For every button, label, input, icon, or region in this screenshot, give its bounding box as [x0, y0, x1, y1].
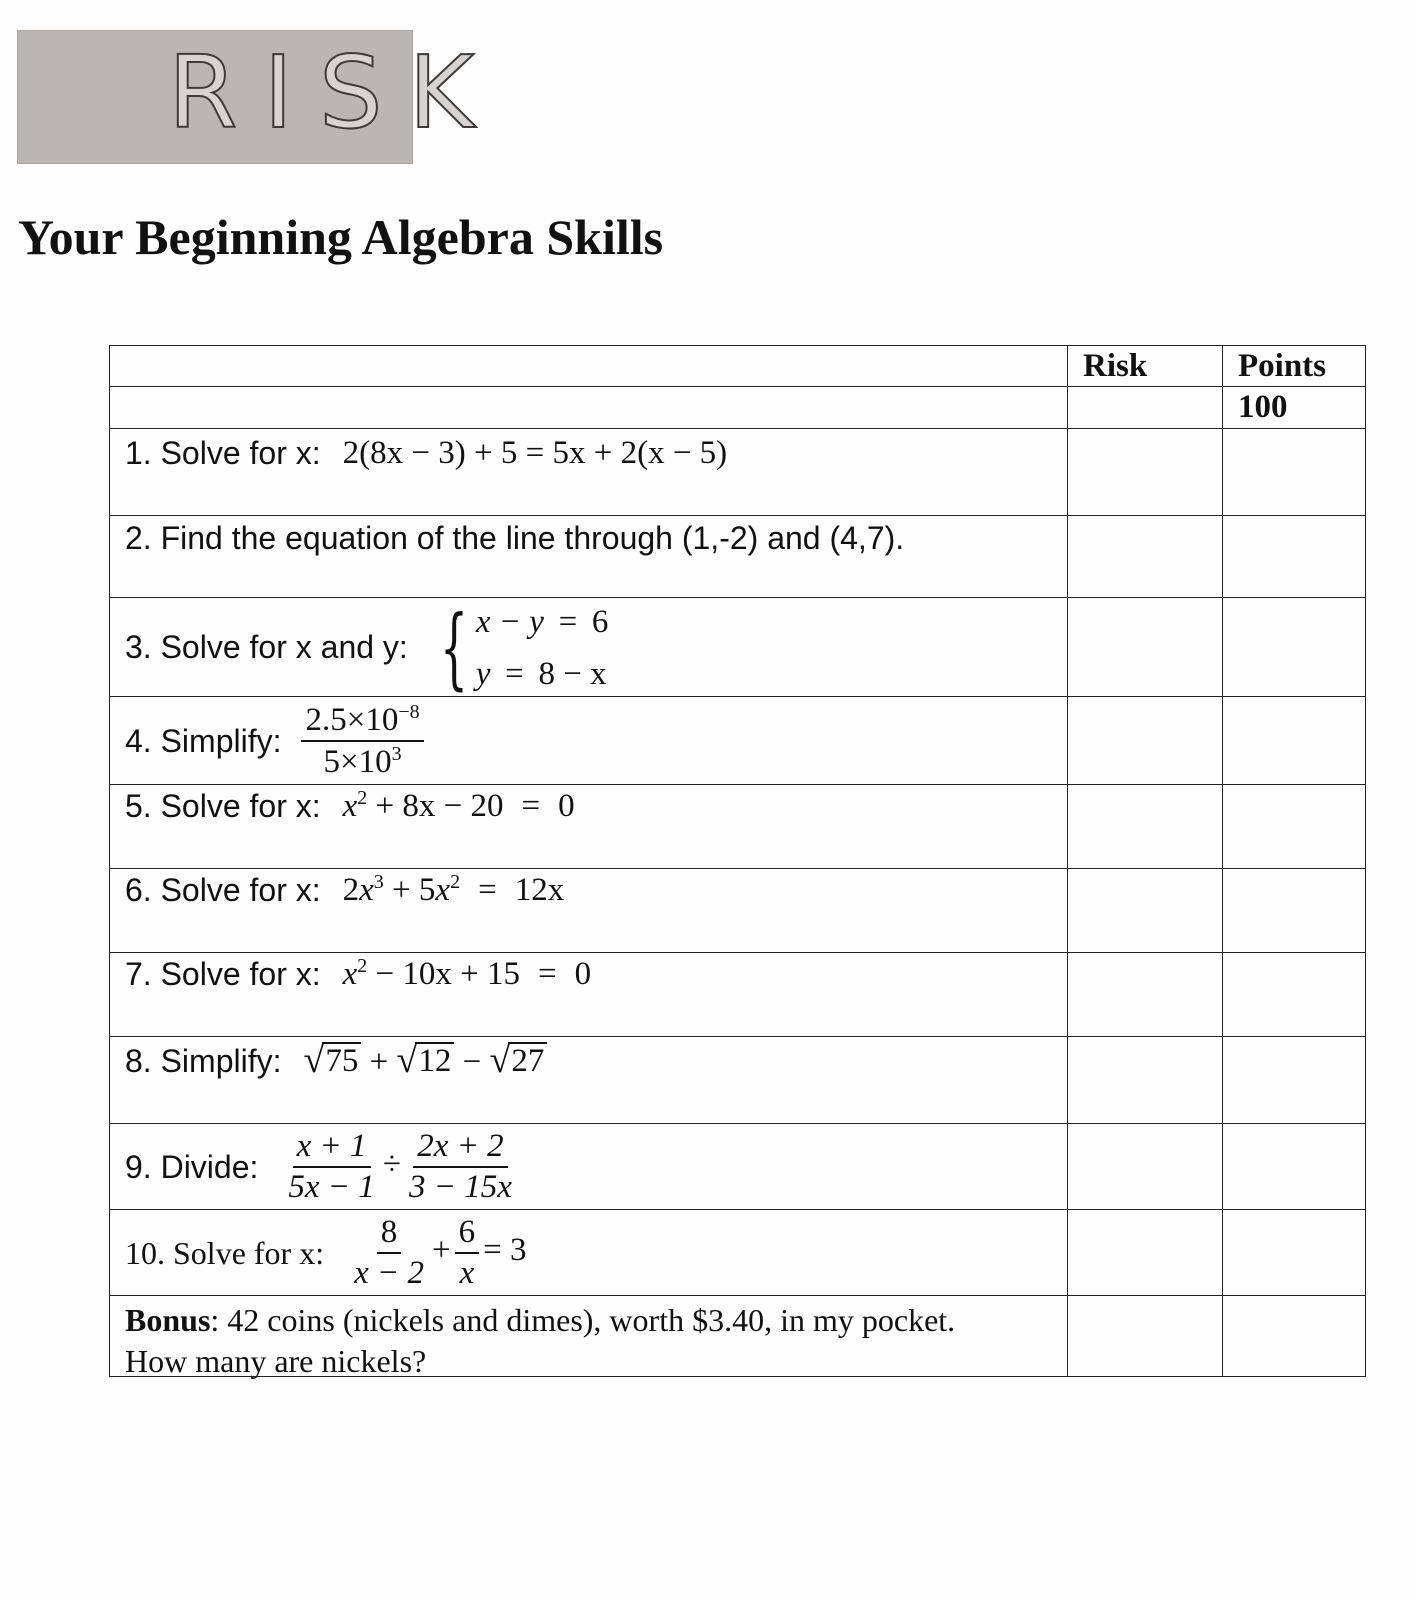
points-cell[interactable] [1223, 1210, 1366, 1296]
question-row-5 [110, 785, 1366, 869]
bonus-question [125, 1300, 955, 1382]
points-cell[interactable] [1223, 785, 1366, 869]
risk-header: Risk [1068, 346, 1223, 387]
question-cell [110, 1124, 1068, 1210]
question-9 [125, 1124, 520, 1210]
question-row-7 [110, 953, 1366, 1037]
bonus-cell [110, 1296, 1068, 1377]
question-cell [110, 1037, 1068, 1124]
equation: 2(8x − 3) + 5 = 5x + 2(x − 5) [342, 435, 728, 471]
start-blank-cell [110, 387, 1068, 429]
banner-title: RISK [168, 34, 501, 151]
question-label: 8. Simplify: [125, 1042, 282, 1079]
question-label: 1. Solve for x: [125, 435, 321, 471]
risk-cell[interactable] [1068, 1296, 1223, 1377]
question-row-2 [110, 516, 1366, 598]
question-cell [110, 785, 1068, 869]
points-header: Points [1223, 346, 1366, 387]
question-6 [125, 871, 564, 909]
points-cell[interactable] [1223, 1037, 1366, 1124]
question-cell [110, 869, 1068, 953]
equation-system [426, 596, 609, 700]
question-row-8 [110, 1037, 1366, 1124]
quiz-table [109, 345, 1366, 1377]
system-equation-2: y = 8 − x [475, 655, 607, 692]
question-label: 5. Solve for x: [125, 787, 321, 824]
starting-points: 100 [1223, 387, 1366, 429]
question-2 [125, 520, 904, 557]
points-cell[interactable] [1223, 869, 1366, 953]
question-8 [125, 1041, 547, 1081]
equation: $2x^3 + 5x^2 = 12x$ [342, 871, 565, 908]
risk-cell[interactable] [1068, 869, 1223, 953]
risk-banner [17, 30, 501, 164]
question-cell [110, 429, 1068, 516]
question-label: 3. Solve for x and y: [125, 629, 408, 665]
question-label: 10. Solve for x: [125, 1234, 325, 1271]
question-10 [125, 1210, 527, 1296]
question-row-3 [110, 598, 1366, 697]
question-row-6 [110, 869, 1366, 953]
division-expression: $\frac{x + 1}{5x - 1}$ ÷ $\frac{2x + 2}{3 - 15x}$ [288, 1128, 512, 1205]
risk-cell[interactable] [1068, 953, 1223, 1037]
brace-icon: { [439, 595, 468, 699]
question-5 [125, 787, 575, 825]
question-label: 2. Find the equation of the line through (1,-2) and (4,7). [125, 520, 905, 556]
risk-cell[interactable] [1068, 785, 1223, 869]
risk-cell[interactable] [1068, 516, 1223, 598]
question-3 [125, 595, 609, 699]
equation: $\frac{8}{x - 2}$ + $\frac{6}{x}$ = 3 [354, 1214, 527, 1291]
points-cell[interactable] [1223, 1124, 1366, 1210]
question-7 [125, 955, 591, 993]
question-row-1 [110, 429, 1366, 516]
header-blank-cell [110, 346, 1068, 387]
points-cell[interactable] [1223, 598, 1366, 697]
question-1 [125, 435, 727, 472]
start-risk-cell[interactable] [1068, 387, 1223, 429]
page-title: Your Beginning Algebra Skills [18, 209, 664, 265]
question-label: 7. Solve for x: [125, 955, 321, 992]
header-row [110, 346, 1366, 387]
question-label: 9. Divide: [125, 1148, 259, 1185]
start-points-row [110, 387, 1366, 429]
question-4 [125, 697, 428, 785]
radical-expression: √ 75 + √ 12 − √ 27 [303, 1041, 547, 1081]
points-cell[interactable] [1223, 1296, 1366, 1377]
bonus-row [110, 1296, 1366, 1377]
radical-3: √ 27 [489, 1041, 547, 1079]
question-cell [110, 595, 1068, 699]
radical-1: √ 75 [303, 1041, 361, 1079]
equation: $x^2 - 10x + 15 = 0$ [342, 955, 592, 992]
question-label: 6. Solve for x: [125, 871, 321, 908]
equation: $x^2 + 8x - 20 = 0$ [342, 787, 575, 824]
system-equation-1: x − y = 6 [475, 603, 609, 640]
bonus-text-line-2: How many are nickels? [125, 1343, 427, 1379]
risk-cell[interactable] [1068, 1124, 1223, 1210]
question-label: 4. Simplify: [125, 722, 282, 759]
question-row-9 [110, 1124, 1366, 1210]
bonus-text: : 42 coins (nickels and dimes), worth $3.40, in my pocket. [210, 1302, 956, 1338]
points-cell[interactable] [1223, 516, 1366, 598]
risk-cell[interactable] [1068, 1210, 1223, 1296]
question-row-4 [110, 697, 1366, 785]
points-cell[interactable] [1223, 429, 1366, 516]
bonus-label: Bonus [125, 1302, 211, 1338]
risk-cell[interactable] [1068, 429, 1223, 516]
question-row-10 [110, 1210, 1366, 1296]
risk-cell[interactable] [1068, 697, 1223, 785]
question-cell [110, 697, 1068, 785]
radical-2: √ 12 [396, 1041, 454, 1079]
risk-cell[interactable] [1068, 1037, 1223, 1124]
fraction-expression: $\frac{2.5\times 10^{-8}}{5\times 10^3}$ [297, 702, 427, 779]
question-cell [110, 516, 1068, 598]
question-cell [110, 1210, 1068, 1296]
points-cell[interactable] [1223, 697, 1366, 785]
question-cell [110, 953, 1068, 1037]
risk-cell[interactable] [1068, 598, 1223, 697]
points-cell[interactable] [1223, 953, 1366, 1037]
